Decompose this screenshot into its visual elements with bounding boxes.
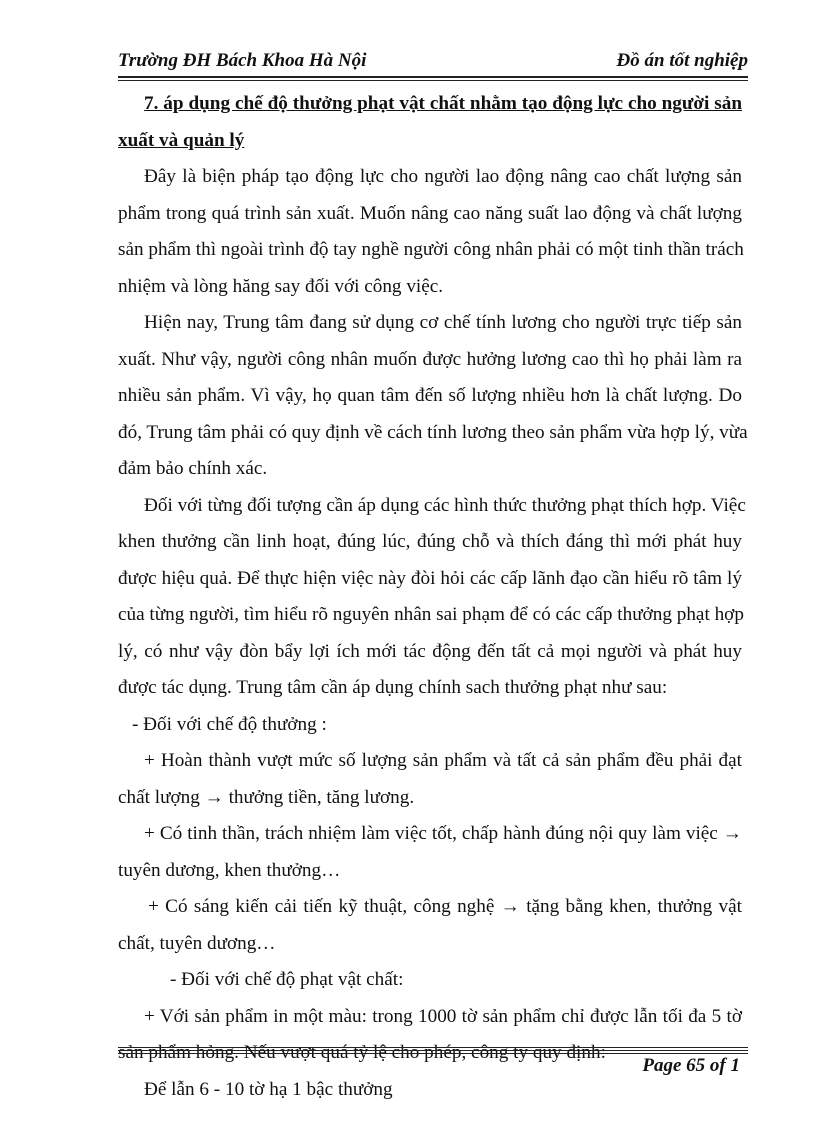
paragraph-line: Đối với từng đối tượng cần áp dụng các hình thức thưởng phạt thích hợp. Việc [144, 494, 746, 516]
document-body [118, 86, 748, 1108]
header-rule [118, 76, 748, 78]
list-item-line: chất lượng → thưởng tiền, tăng lương. [118, 786, 415, 808]
footer-rule [118, 1047, 748, 1048]
paragraph-line: Hiện nay, Trung tâm đang sử dụng cơ chế tính lương cho người trực tiếp sản [144, 312, 742, 333]
paragraph-line: của từng người, tìm hiểu rõ nguyên nhân sai phạm để có các cấp thưởng phạt hợp [118, 604, 744, 625]
paragraph-line: đảm bảo chính xác. [118, 458, 268, 479]
list-item-line: sản phẩm hỏng. Nếu vượt quá tỷ lệ cho phép, công ty quy định: [118, 1042, 606, 1063]
page-number: Page 65 of 1 [642, 1055, 740, 1076]
list-item-line: tuyên dương, khen thưởng… [118, 859, 341, 881]
list-item-line: + Có sáng kiến cải tiến kỹ thuật, công nghệ → tặng bằng khen, thưởng vật [148, 896, 742, 917]
paragraph-line: khen thưởng cần linh hoạt, đúng lúc, đúng chỗ và thích đáng thì mới phát huy [118, 531, 742, 552]
header-school: Trường ĐH Bách Khoa Hà Nội [118, 50, 367, 71]
header-doc-type: Đồ án tốt nghiệp [616, 50, 748, 71]
section-title-line-1: 7. áp dụng chế độ thưởng phạt vật chất nhằm tạo động lực cho người sản [144, 93, 742, 114]
header-rule-thin [118, 80, 748, 81]
paragraph-line: đó, Trung tâm phải có quy định về cách tính lương theo sản phẩm vừa hợp lý, vừa [118, 421, 748, 443]
list-item-line: + Có tinh thần, trách nhiệm làm việc tốt, chấp hành đúng nội quy làm việc → [144, 823, 742, 844]
paragraph-line: sản phẩm thì ngoài trình độ tay nghề người công nhân phải có một tinh thần trách [118, 239, 744, 260]
paragraph-line: nhiều sản phẩm. Vì vậy, họ quan tâm đến số lượng nhiều hơn là chất lượng. Do [118, 385, 742, 406]
paragraph-line: Đây là biện pháp tạo động lực cho người lao động nâng cao chất lượng sản [144, 166, 742, 187]
paragraph-line: lý, có như vậy đòn bẩy lợi ích mới tác động đến tất cả mọi người và phát huy [118, 640, 742, 662]
list-heading: - Đối với chế độ thưởng : [132, 713, 327, 735]
paragraph-line: được hiệu quả. Để thực hiện việc này đòi hỏi các cấp lãnh đạo cần hiểu rõ tâm lý [118, 567, 742, 589]
footer-rule [118, 1050, 748, 1051]
list-item-line: chất, tuyên dương… [118, 932, 276, 954]
page-header [118, 50, 748, 78]
footer-rule [118, 1053, 748, 1054]
paragraph-line: được tác dụng. Trung tâm cần áp dụng chính sach thưởng phạt như sau: [118, 677, 668, 698]
list-heading: - Đối với chế độ phạt vật chất: [170, 969, 404, 990]
list-item-line: Để lẫn 6 - 10 tờ hạ 1 bậc thưởng [144, 1078, 393, 1100]
section-title-line-2: xuất và quản lý [118, 129, 245, 151]
paragraph-line: nhiệm và lòng hăng say đối với công việc. [118, 275, 444, 297]
paragraph-line: xuất. Như vậy, người công nhân muốn được hưởng lương cao thì họ phải làm ra [118, 348, 742, 370]
paragraph-line: phẩm trong quá trình sản xuất. Muốn nâng cao năng suất lao động và chất lượng [118, 202, 742, 224]
list-item-line: + Với sản phẩm in một màu: trong 1000 tờ sản phẩm chỉ được lẫn tối đa 5 tờ [144, 1005, 742, 1027]
list-item-line: + Hoàn thành vượt mức số lượng sản phẩm và tất cả sản phẩm đều phải đạt [144, 750, 742, 771]
